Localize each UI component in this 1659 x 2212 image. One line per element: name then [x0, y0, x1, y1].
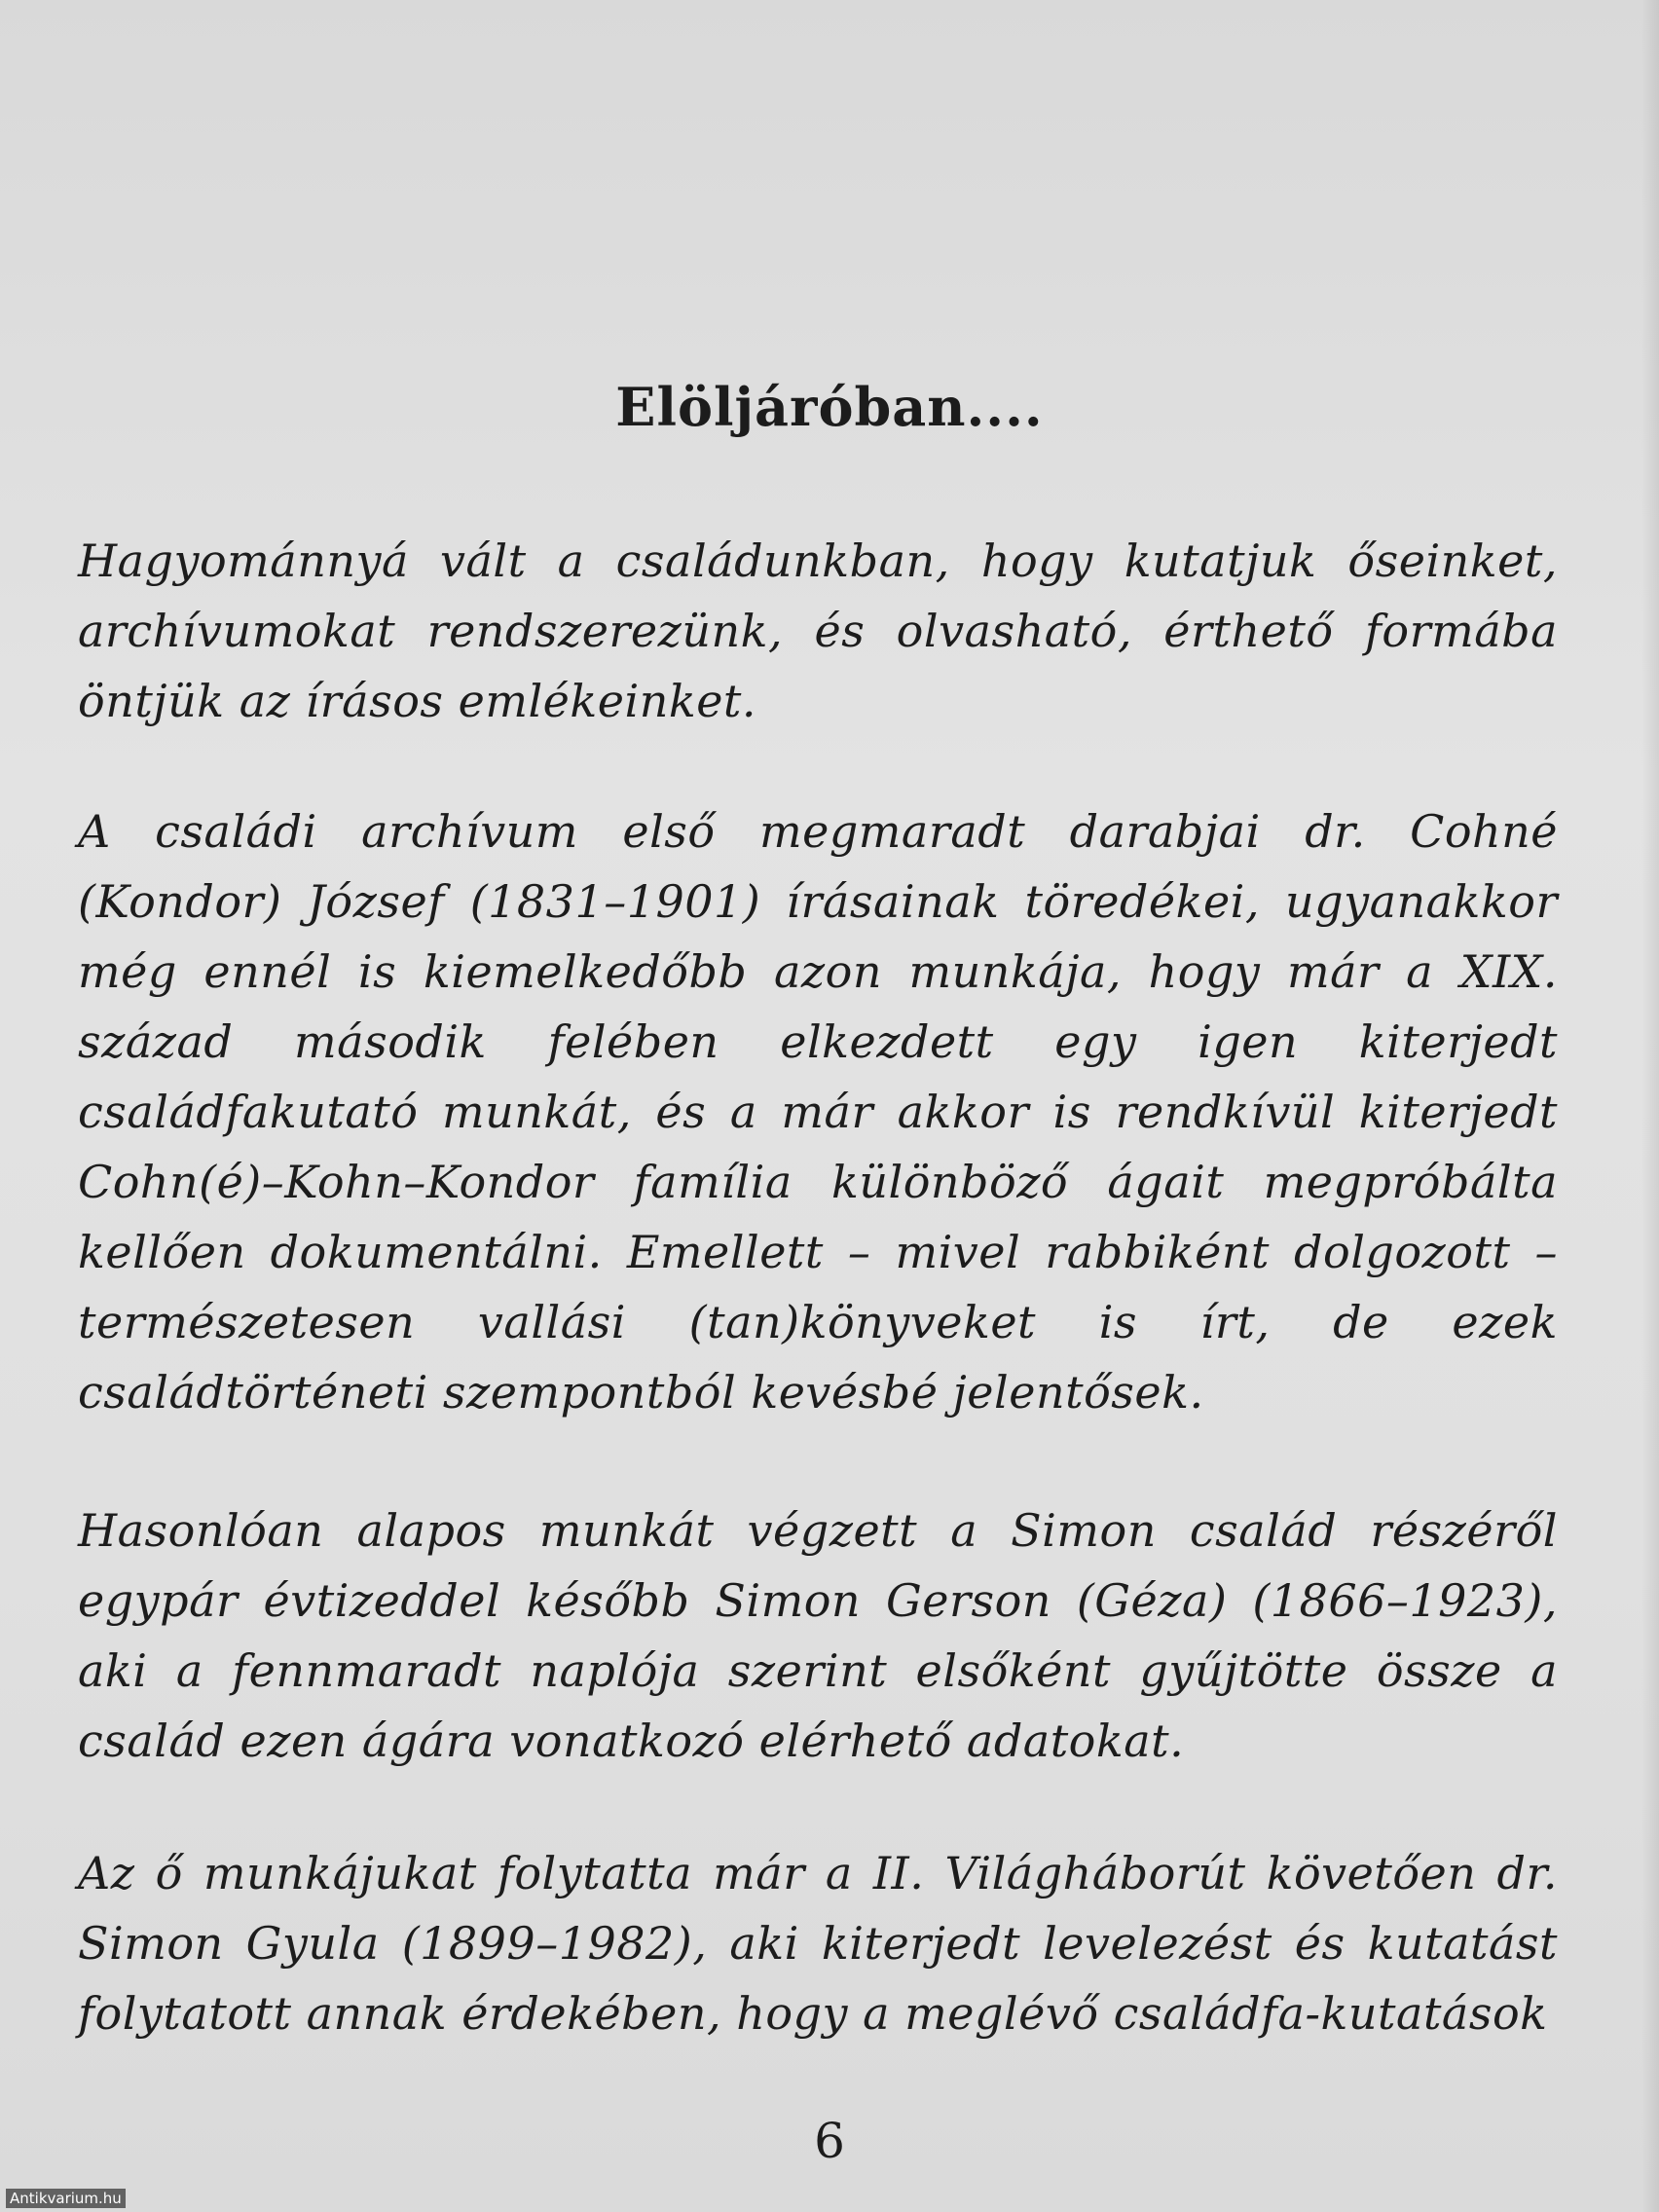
page-heading: Elöljáróban.... [615, 376, 1044, 438]
paragraph-4: Az ő munkájukat folytatta már a II. Világháborút követően dr. Simon Gyula (1899–1982), aki kiterjedt levelezést és kutatást folytatott annak érdekében, hogy a meglévő családfa-kutatások [78, 1847, 1558, 2040]
paragraph-3: Hasonlóan alapos munkát végzett a Simon család részéről egypár évtizeddel később Simon Gerson (Géza) (1866–1923), aki a fennmaradt naplója szerint elsőként gyűjtötte össze a család ezen ágára vonatkozó elérhető adatokat. [78, 1504, 1558, 1767]
watermark: Antikvarium.hu [6, 2189, 126, 2208]
paragraph-1: Hagyománnyá vált a családunkban, hogy kutatjuk őseinket, archívumokat rendszerezünk, és olvasható, érthető formába öntjük az írásos emlékeinket. [78, 535, 1558, 727]
paragraph-2: A családi archívum első megmaradt darabjai dr. Cohné (Kondor) József (1831–1901) írásainak töredékei, ugyanakkor még ennél is kiemelkedőbb azon munkája, hogy már a XIX. század második felében elkezdett egy igen kiterjedt családfakutató munkát, és a már akkor is rendkívül kiterjedt Cohn(é)–Kohn–Kondor família különböző ágait megpróbálta kellően dokumentálni. Emellett – mivel rabbiként dolgozott – természetesen vallási (tan)könyveket is írt, de ezek családtörténeti szempontból kevésbé jelentősek. [78, 805, 1558, 1419]
page-number: 6 [814, 2113, 845, 2169]
